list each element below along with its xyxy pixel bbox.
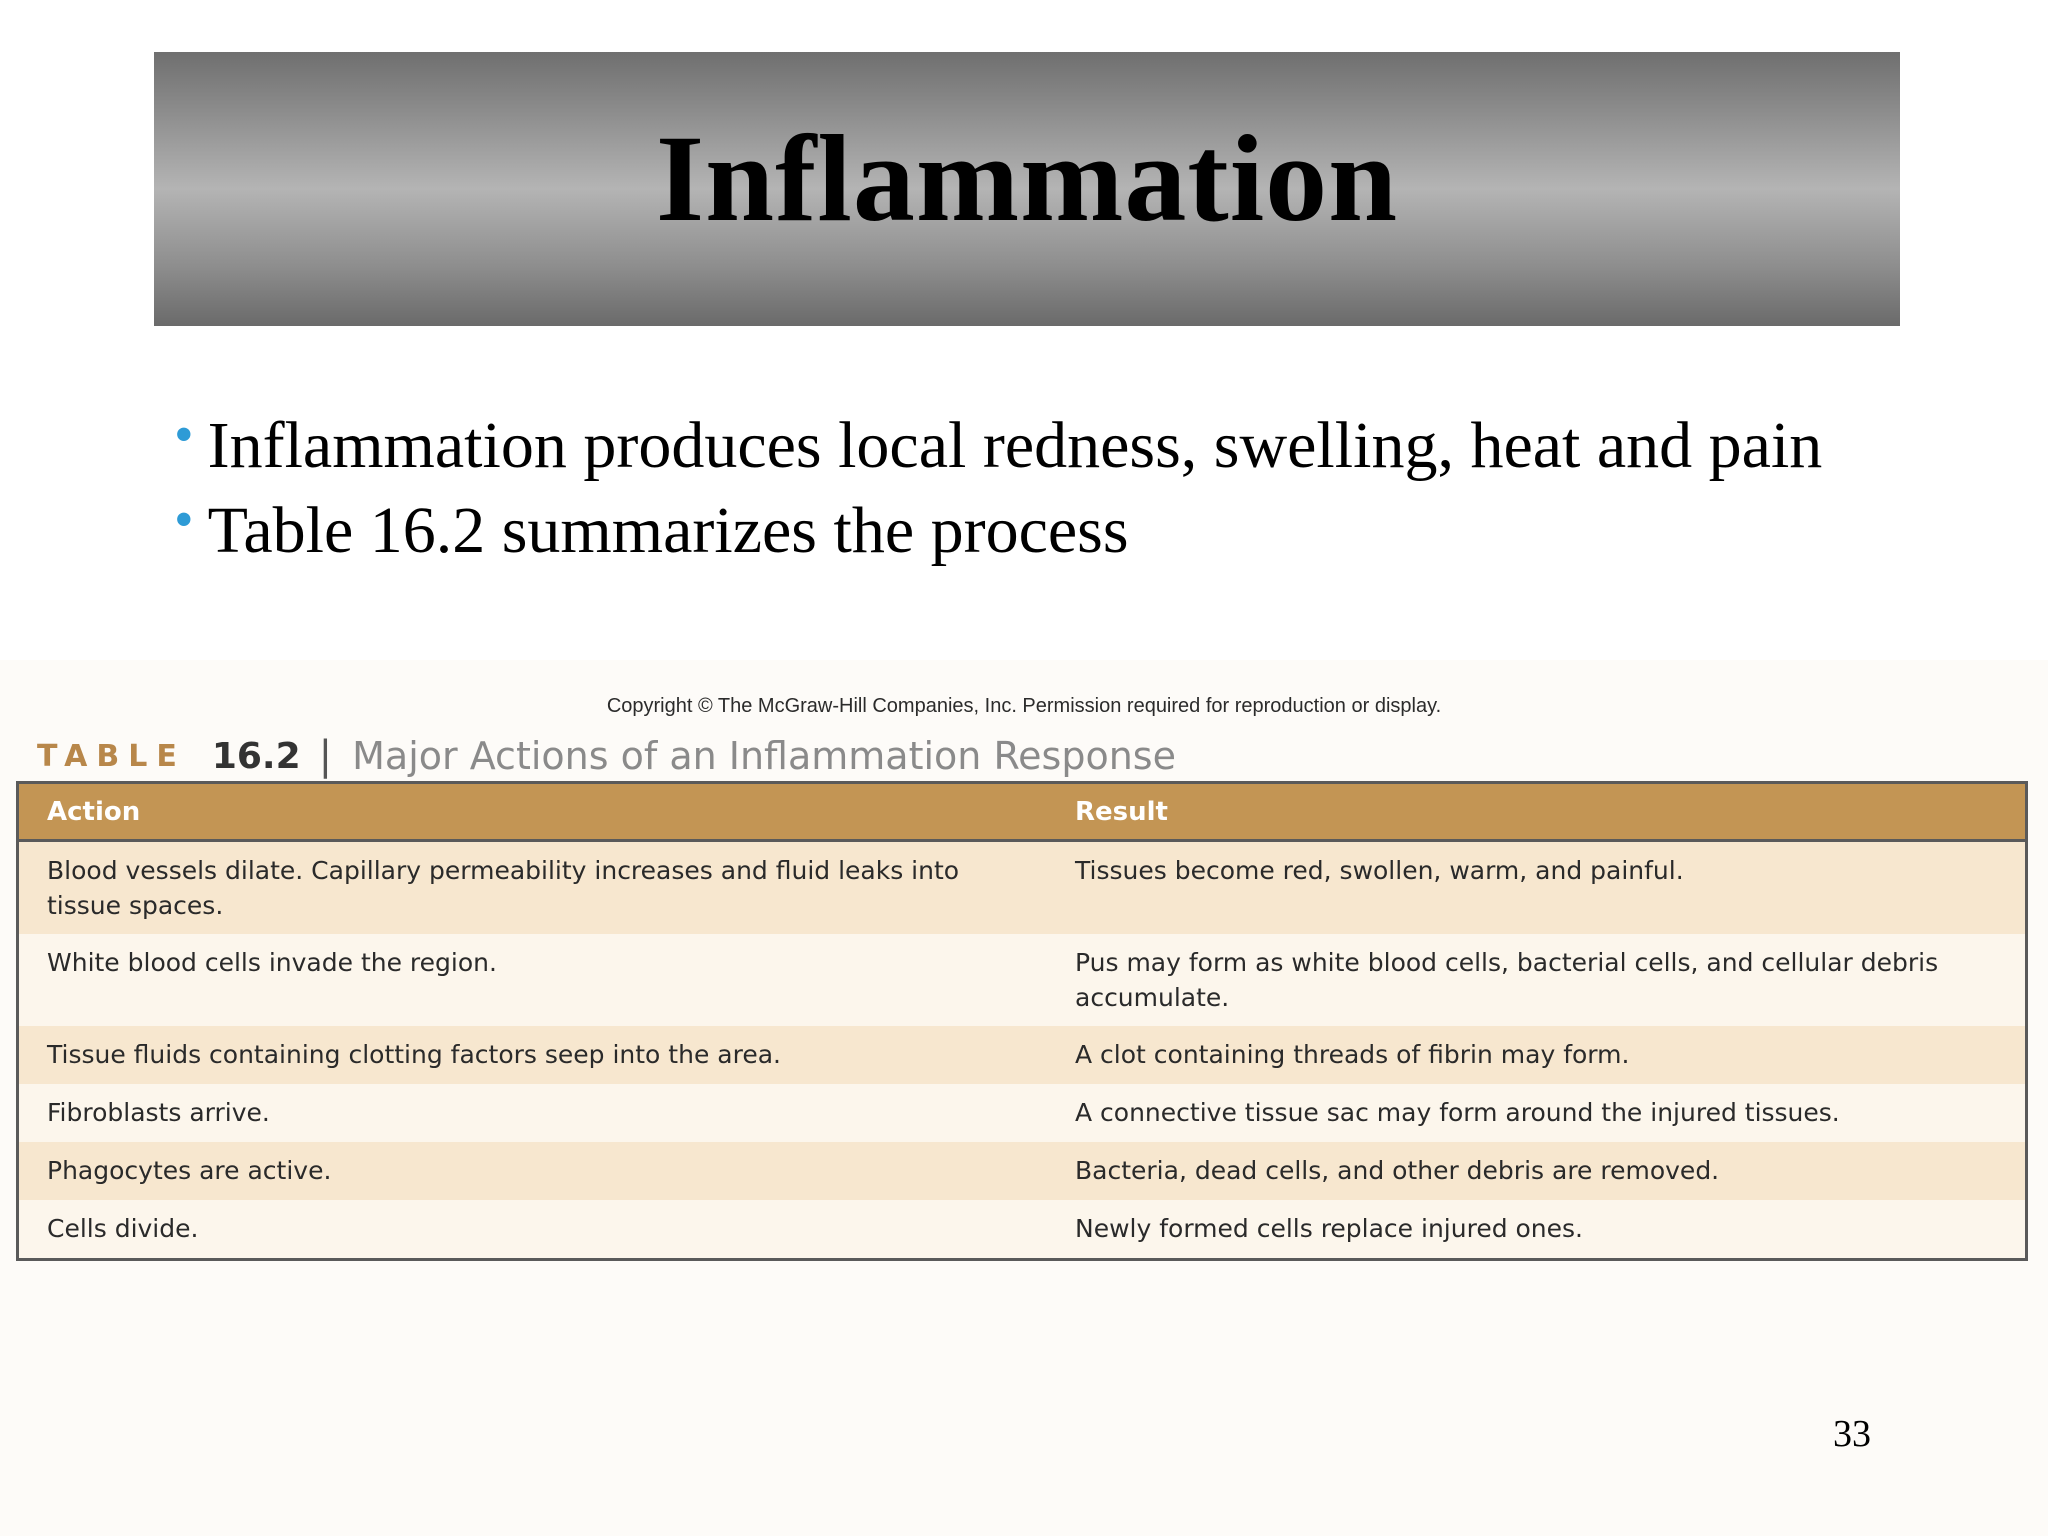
table-row: [18, 1026, 2027, 1084]
action-cell: White blood cells invade the region.: [18, 934, 1048, 1026]
bullet-dot-icon: •: [174, 404, 194, 466]
bullet-text: Inflammation produces local redness, swelling, heat and pain: [207, 409, 1823, 482]
result-cell: A clot containing threads of fibrin may form.: [1047, 1026, 2027, 1084]
table-label: TABLE: [37, 738, 186, 774]
action-cell: Cells divide.: [18, 1200, 1048, 1260]
bullet-item: [174, 490, 1894, 575]
table-number: 16.2: [211, 735, 301, 777]
table-row: [18, 1084, 2027, 1142]
column-header-action: Action: [18, 783, 1048, 841]
action-cell: Phagocytes are active.: [18, 1142, 1048, 1200]
table-header-row: [18, 783, 2027, 841]
result-cell: A connective tissue sac may form around the injured tissues.: [1047, 1084, 2027, 1142]
result-cell: Newly formed cells replace injured ones.: [1047, 1200, 2027, 1260]
table-title: Major Actions of an Inflammation Response: [352, 734, 1176, 778]
result-cell: Pus may form as white blood cells, bacterial cells, and cellular debris accumulate.: [1047, 934, 2027, 1026]
table-row: [18, 934, 2027, 1026]
action-cell: Blood vessels dilate. Capillary permeability increases and fluid leaks into tissue spaces.: [18, 841, 1048, 935]
bullet-list: [174, 405, 1894, 575]
inflammation-table: [16, 781, 2028, 1261]
bullet-item: [174, 405, 1894, 490]
caption-separator: |: [318, 733, 333, 779]
copyright-notice: Copyright © The McGraw-Hill Companies, Inc. Permission required for reproduction or display.: [606, 695, 1442, 717]
result-cell: Tissues become red, swollen, warm, and painful.: [1047, 841, 2027, 935]
bullet-text: Table 16.2 summarizes the process: [207, 494, 1129, 567]
slide-title: Inflammation: [655, 110, 1399, 247]
title-banner: [154, 52, 1900, 326]
table-row: [18, 1142, 2027, 1200]
table-row: [18, 1200, 2027, 1260]
table-figure: [0, 660, 2048, 1536]
bullet-dot-icon: •: [174, 489, 194, 551]
column-header-result: Result: [1047, 783, 2027, 841]
action-cell: Fibroblasts arrive.: [18, 1084, 1048, 1142]
table-row: [18, 841, 2027, 935]
page-number: 33: [1833, 1413, 1871, 1455]
action-cell: Tissue fluids containing clotting factors seep into the area.: [18, 1026, 1048, 1084]
result-cell: Bacteria, dead cells, and other debris are removed.: [1047, 1142, 2027, 1200]
table-caption: [37, 730, 1176, 782]
